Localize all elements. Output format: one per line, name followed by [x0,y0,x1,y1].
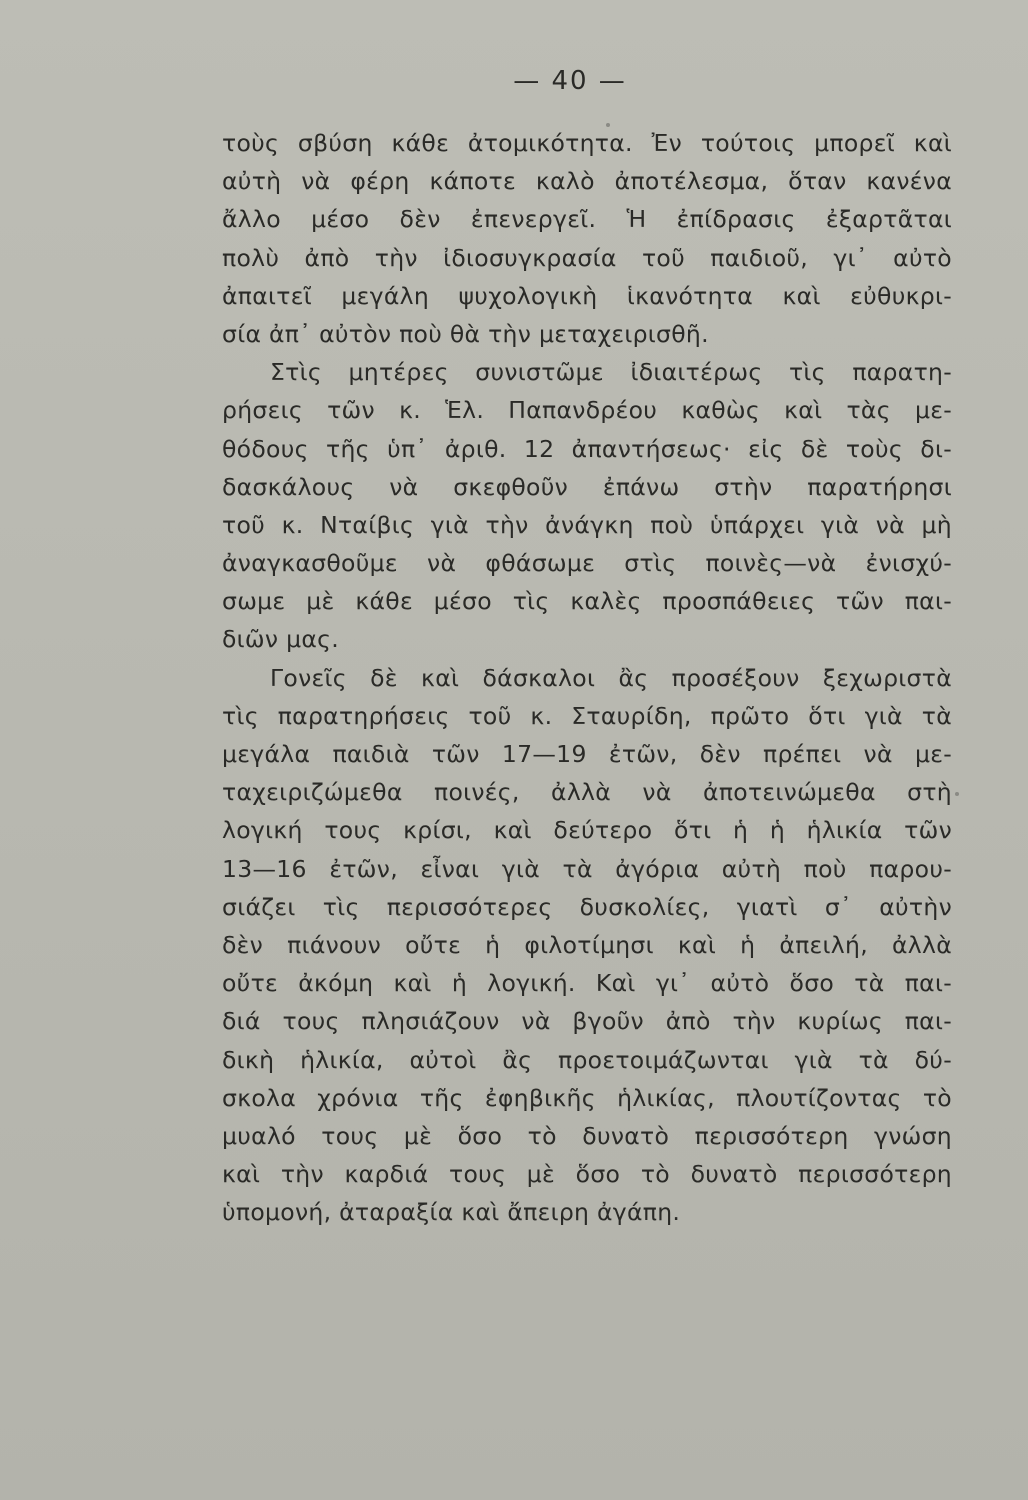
text-line: λογική τους κρίσι, καὶ δεύτερο ὅτι ἡ ἡ ἡλικία τῶν [222,816,952,845]
page-number: — 40 — [513,66,627,96]
paper-speck [955,792,959,796]
text-line: αὐτὴ νὰ φέρη κάποτε καλὸ ἀποτέλεσμα, ὅταν κανένα [222,167,952,196]
paragraph-start-line: Γονεῖς δὲ καὶ δάσκαλοι ἂς προσέξουν ξεχωριστὰ [270,663,952,692]
text-line: τοῦ κ. Νταίβις γιὰ τὴν ἀνάγκη ποὺ ὑπάρχει γιὰ νὰ μὴ [222,510,952,539]
text-line: ὑπομονή, ἀταραξία καὶ ἄπειρη ἀγάπη. [222,1198,681,1227]
text-line: μεγάλα παιδιὰ τῶν 17—19 ἐτῶν, δὲν πρέπει νὰ με- [222,740,952,768]
text-line: ἀναγκασθοῦμε νὰ φθάσωμε στὶς ποινὲς—νὰ ἐνισχύ- [222,549,952,578]
body-text [222,124,952,1231]
text-line: οὔτε ἀκόμη καὶ ἡ λογική. Καὶ γι᾽ αὐτὸ ὅσο τὰ παι- [222,969,952,998]
text-line: 13—16 ἐτῶν, εἶναι γιὰ τὰ ἀγόρια αὐτὴ ποὺ παρου- [222,854,952,883]
text-line: ταχειριζώμεθα ποινές, ἀλλὰ νὰ ἀποτεινώμεθα στὴ [222,778,952,807]
text-line: δικὴ ἡλικία, αὐτοὶ ἂς προετοιμάζωνται γιὰ τὰ δύ- [222,1045,952,1074]
text-line: διῶν μας. [222,625,340,654]
paragraph-start-line: Στὶς μητέρες συνιστῶμε ἰδιαιτέρως τὶς παρατη- [270,358,952,387]
text-line: δὲν πιάνουν οὔτε ἡ φιλοτίμησι καὶ ἡ ἀπειλή, ἀλλὰ [222,930,952,959]
text-line: τοὺς σβύση κάθε ἀτομικότητα. Ἐν τούτοις μπορεῖ καὶ [222,129,952,157]
text-line: πολὺ ἀπὸ τὴν ἰδιοσυγκρασία τοῦ παιδιοῦ, γι᾽ αὐτὸ [222,243,952,272]
text-line: θόδους τῆς ὑπ᾽ ἀριθ. 12 ἀπαντήσεως· εἰς δὲ τοὺς δι- [222,434,952,463]
text-line: τὶς παρατηρήσεις τοῦ κ. Σταυρίδη, πρῶτο ὅτι γιὰ τὰ [222,701,952,730]
text-line: δασκάλους νὰ σκεφθοῦν ἐπάνω στὴν παρατήρησι [222,472,952,501]
text-line: σία ἀπ᾽ αὐτὸν ποὺ θὰ τὴν μεταχειρισθῆ. [222,319,709,348]
text-line: ἀπαιτεῖ μεγάλη ψυχολογικὴ ἱκανότητα καὶ εὐθυκρι- [222,281,952,310]
text-line: διά τους πλησιάζουν νὰ βγοῦν ἀπὸ τὴν κυρίως παι- [222,1007,952,1036]
text-line: ρήσεις τῶν κ. Ἑλ. Παπανδρέου καθὼς καὶ τὰς με- [222,396,952,425]
text-line: σωμε μὲ κάθε μέσο τὶς καλὲς προσπάθειες τῶν παι- [222,587,952,616]
paper-speck [606,123,610,127]
text-line: καὶ τὴν καρδιά τους μὲ ὅσο τὸ δυνατὸ περισσότερη [222,1160,952,1189]
text-line: σιάζει τὶς περισσότερες δυσκολίες, γιατὶ σ᾽ αὐτὴν [222,892,952,921]
text-line: ἄλλο μέσο δὲν ἐπενεργεῖ. Ἡ ἐπίδρασις ἐξαρτᾶται [222,205,952,234]
text-line: σκολα χρόνια τῆς ἐφηβικῆς ἡλικίας, πλουτίζοντας τὸ [222,1083,952,1112]
text-line: μυαλό τους μὲ ὅσο τὸ δυνατὸ περισσότερη γνώση [222,1121,952,1150]
